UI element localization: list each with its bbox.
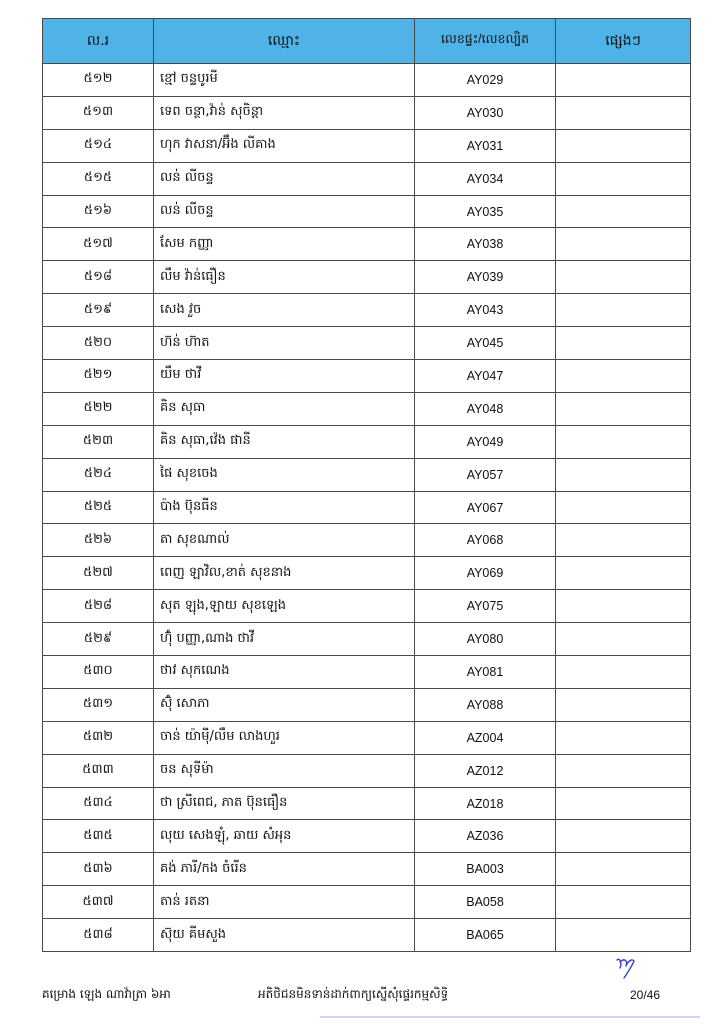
cell-name: ពេញ ឡាវិល,ខាត់ សុខនាង xyxy=(154,557,415,590)
cell-no: ៥៣០ xyxy=(43,656,154,689)
cell-code: AY030 xyxy=(415,96,556,129)
initials-signature-icon xyxy=(614,954,638,982)
header-row xyxy=(43,19,691,64)
cell-code: AY067 xyxy=(415,491,556,524)
table-row xyxy=(43,392,691,425)
cell-name: ហុក វាសនា/អ៊ឹង លីគាង xyxy=(154,129,415,162)
header-code: លេខផ្ទះ/លេខល្បិត xyxy=(415,19,556,64)
cell-no: ៥១៤ xyxy=(43,129,154,162)
cell-no: ៥១២ xyxy=(43,64,154,97)
cell-code: AZ012 xyxy=(415,754,556,787)
table-row xyxy=(43,754,691,787)
cell-note xyxy=(556,688,691,721)
cell-note xyxy=(556,886,691,919)
table-body xyxy=(43,64,691,952)
project-name: គម្រោង ឡេង ណាវ៉ាត្រា ៦អា xyxy=(42,987,171,1001)
cell-no: ៥១៥ xyxy=(43,162,154,195)
cell-name: ស៊ុយ គីមសួង xyxy=(154,919,415,952)
cell-code: AY047 xyxy=(415,360,556,393)
cell-no: ៥១៣ xyxy=(43,96,154,129)
cell-note xyxy=(556,261,691,294)
cell-name: សុត ឡុង,ឡាយ សុខឡេង xyxy=(154,590,415,623)
cell-name: គង់ ភារី/កង ចំរើន xyxy=(154,853,415,886)
table-row xyxy=(43,721,691,754)
cell-note xyxy=(556,392,691,425)
cell-code: AY080 xyxy=(415,623,556,656)
cell-note xyxy=(556,590,691,623)
cell-note xyxy=(556,853,691,886)
cell-note xyxy=(556,787,691,820)
cell-no: ៥២៦ xyxy=(43,524,154,557)
cell-no: ៥៣៦ xyxy=(43,853,154,886)
cell-note xyxy=(556,425,691,458)
cell-note xyxy=(556,96,691,129)
cell-code: AZ036 xyxy=(415,820,556,853)
cell-code: BA058 xyxy=(415,886,556,919)
header-no: ល.រ xyxy=(43,19,154,64)
cell-name: លន់ លីចន្ទ xyxy=(154,195,415,228)
cell-no: ៥៣៤ xyxy=(43,787,154,820)
table-row xyxy=(43,524,691,557)
cell-name: ខ្មៅ ចន្ទបូរមី xyxy=(154,64,415,97)
table-row xyxy=(43,853,691,886)
cell-no: ៥២១ xyxy=(43,360,154,393)
cell-note xyxy=(556,327,691,360)
cell-code: AY088 xyxy=(415,688,556,721)
cell-note xyxy=(556,162,691,195)
cell-note xyxy=(556,919,691,952)
cell-name: គិន សុធា xyxy=(154,392,415,425)
owner-list-table-container xyxy=(42,18,686,952)
table-row xyxy=(43,688,691,721)
cell-name: ថា ស្រីពេជ, ភាត ប៊ុនធឿន xyxy=(154,787,415,820)
cell-name: ហ៊ន់ ហ៊ាត xyxy=(154,327,415,360)
cell-code: AY075 xyxy=(415,590,556,623)
table-row xyxy=(43,425,691,458)
footer-divider xyxy=(320,1016,700,1018)
cell-no: ៥២០ xyxy=(43,327,154,360)
cell-code: AY034 xyxy=(415,162,556,195)
cell-code: AY038 xyxy=(415,228,556,261)
cell-name: យឹម ថាវី xyxy=(154,360,415,393)
header-note: ផ្សេងៗ xyxy=(556,19,691,64)
cell-no: ៥២៧ xyxy=(43,557,154,590)
cell-name: ចន សុទីម៉ា xyxy=(154,754,415,787)
cell-name: គិន សុធា,វ៉េង ផានី xyxy=(154,425,415,458)
cell-code: AY081 xyxy=(415,656,556,689)
table-row xyxy=(43,360,691,393)
table-row xyxy=(43,787,691,820)
cell-code: AY069 xyxy=(415,557,556,590)
cell-note xyxy=(556,557,691,590)
cell-name: លន់ លីចន្ទ xyxy=(154,162,415,195)
cell-note xyxy=(556,754,691,787)
table-row xyxy=(43,129,691,162)
cell-name: ថាវ សុកណេង xyxy=(154,656,415,689)
cell-code: BA003 xyxy=(415,853,556,886)
cell-name: ផៃ សុខចេង xyxy=(154,458,415,491)
table-row xyxy=(43,228,691,261)
cell-code: AY049 xyxy=(415,425,556,458)
table-header xyxy=(43,19,691,64)
table-row xyxy=(43,590,691,623)
cell-no: ៥២៨ xyxy=(43,590,154,623)
cell-note xyxy=(556,360,691,393)
cell-note xyxy=(556,129,691,162)
table-row xyxy=(43,294,691,327)
cell-no: ៥៣៧ xyxy=(43,886,154,919)
cell-code: AY045 xyxy=(415,327,556,360)
page-number: 20/46 xyxy=(630,988,661,1002)
table-row xyxy=(43,195,691,228)
table-row xyxy=(43,886,691,919)
cell-name: លុយ សេងឡុំ, ឆាយ សំអុន xyxy=(154,820,415,853)
cell-no: ៥២២ xyxy=(43,392,154,425)
cell-no: ៥២៣ xyxy=(43,425,154,458)
cell-code: AY057 xyxy=(415,458,556,491)
cell-code: AZ004 xyxy=(415,721,556,754)
cell-no: ៥១៧ xyxy=(43,228,154,261)
cell-no: ៥៣៣ xyxy=(43,754,154,787)
cell-no: ៥៣៨ xyxy=(43,919,154,952)
cell-note xyxy=(556,721,691,754)
cell-no: ៥១៦ xyxy=(43,195,154,228)
table-row xyxy=(43,656,691,689)
cell-no: ៥៣២ xyxy=(43,721,154,754)
table-row xyxy=(43,96,691,129)
cell-name: តា សុខណាល់ xyxy=(154,524,415,557)
cell-code: AY035 xyxy=(415,195,556,228)
cell-name: ហ៊ុំ បញ្ញា,ណាង ថាវី xyxy=(154,623,415,656)
cell-code: AY029 xyxy=(415,64,556,97)
cell-note xyxy=(556,820,691,853)
table-row xyxy=(43,557,691,590)
cell-code: AY043 xyxy=(415,294,556,327)
document-title: អតិថិជនមិនទាន់ដាក់ពាក្យស្នើសុំផ្ទេរកម្មសិទ្ធិ xyxy=(258,987,449,1001)
cell-note xyxy=(556,228,691,261)
cell-name: ប៉ាង ប៊ុនធីន xyxy=(154,491,415,524)
table-row xyxy=(43,491,691,524)
cell-code: AY031 xyxy=(415,129,556,162)
cell-code: AY048 xyxy=(415,392,556,425)
cell-no: ៥៣៥ xyxy=(43,820,154,853)
cell-no: ៥២៤ xyxy=(43,458,154,491)
cell-note xyxy=(556,458,691,491)
cell-note xyxy=(556,64,691,97)
cell-name: សេង វួច xyxy=(154,294,415,327)
table-row xyxy=(43,623,691,656)
table-row xyxy=(43,919,691,952)
cell-name: ទេព ចន្ថា,វ៉ាន់ សុចិន្តា xyxy=(154,96,415,129)
cell-code: AZ018 xyxy=(415,787,556,820)
cell-note xyxy=(556,524,691,557)
cell-no: ៥៣១ xyxy=(43,688,154,721)
cell-no: ៥១៩ xyxy=(43,294,154,327)
cell-no: ៥២៥ xyxy=(43,491,154,524)
cell-name: សែម កញ្ញា xyxy=(154,228,415,261)
cell-code: BA065 xyxy=(415,919,556,952)
cell-code: AY068 xyxy=(415,524,556,557)
owner-list-table xyxy=(42,18,691,952)
cell-no: ៥១៨ xyxy=(43,261,154,294)
header-name: ឈ្មោះ xyxy=(154,19,415,64)
table-row xyxy=(43,458,691,491)
table-row xyxy=(43,820,691,853)
cell-note xyxy=(556,623,691,656)
cell-note xyxy=(556,195,691,228)
cell-note xyxy=(556,656,691,689)
cell-name: ចាន់ យ៉ាម៉ី/លឹម លាងហួរ xyxy=(154,721,415,754)
cell-name: ស៊ុំ សោភា xyxy=(154,688,415,721)
table-row xyxy=(43,261,691,294)
cell-note xyxy=(556,491,691,524)
cell-note xyxy=(556,294,691,327)
table-row xyxy=(43,64,691,97)
cell-name: តាន់ រតនា xyxy=(154,886,415,919)
cell-no: ៥២៩ xyxy=(43,623,154,656)
table-row xyxy=(43,162,691,195)
cell-name: លឹម វ៉ាន់ធឿន xyxy=(154,261,415,294)
table-row xyxy=(43,327,691,360)
cell-code: AY039 xyxy=(415,261,556,294)
